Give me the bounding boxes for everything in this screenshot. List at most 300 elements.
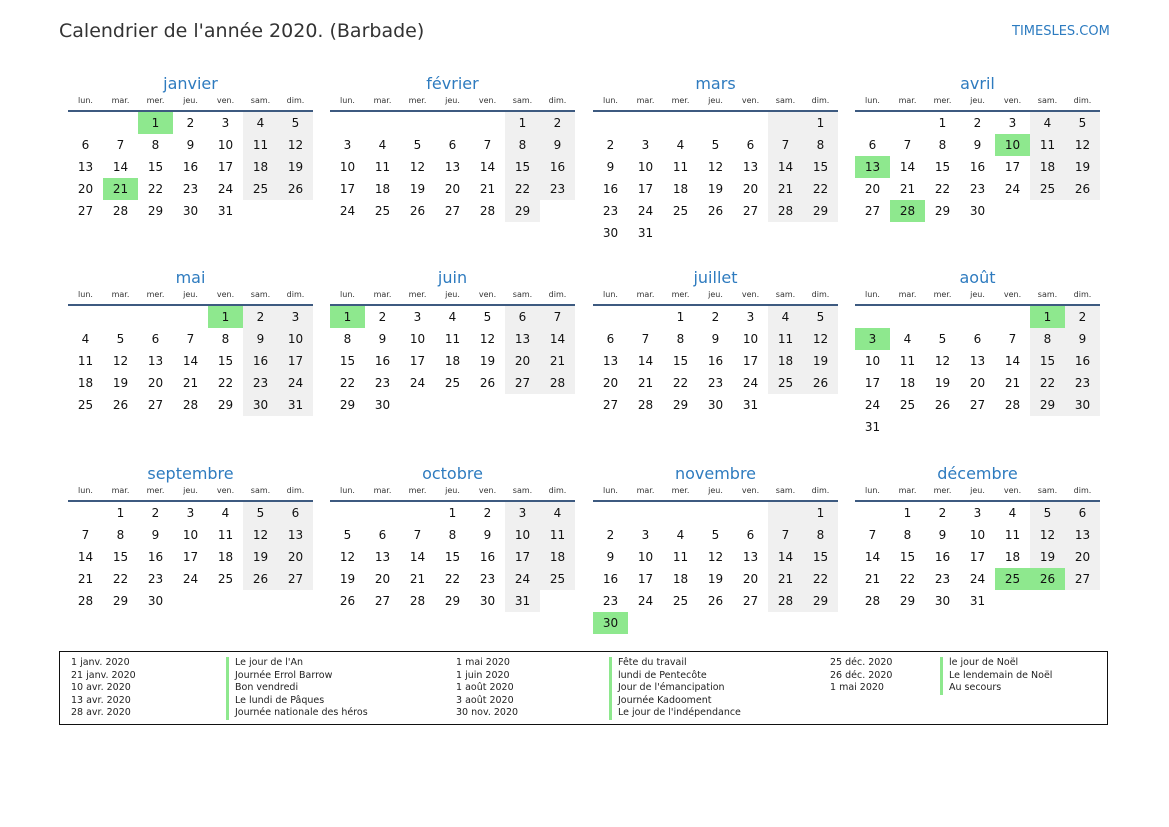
day-cell: 28 bbox=[182, 398, 199, 412]
weekday-label: mar. bbox=[898, 486, 917, 495]
day-cell: 1 bbox=[448, 506, 457, 520]
weekday-label: ven. bbox=[478, 290, 497, 299]
day-cell: 5 bbox=[278, 112, 313, 134]
day-cell: 7 bbox=[903, 138, 912, 152]
empty-day-cell bbox=[768, 112, 803, 134]
day-cell: 1 bbox=[903, 506, 912, 520]
day-cell: 19 bbox=[243, 546, 278, 568]
month-title: janvier bbox=[163, 74, 218, 93]
day-cell: 6 bbox=[448, 138, 457, 152]
day-cell: 17 bbox=[505, 546, 540, 568]
day-cell: 4 bbox=[540, 502, 575, 524]
day-cell: 12 bbox=[409, 160, 426, 174]
day-cell: 29 bbox=[1030, 394, 1065, 416]
day-cell: 2 bbox=[151, 506, 160, 520]
weekday-label: ven. bbox=[1003, 290, 1022, 299]
day-cell: 8 bbox=[151, 138, 160, 152]
weekday-label: ven. bbox=[478, 486, 497, 495]
month-title: juillet bbox=[693, 268, 738, 287]
day-cell: 12 bbox=[803, 328, 838, 350]
day-cell: 27 bbox=[742, 594, 759, 608]
weekday-label: dim. bbox=[811, 290, 830, 299]
day-cell: 20 bbox=[77, 182, 94, 196]
day-cell: 11 bbox=[672, 550, 689, 564]
day-cell: 28 bbox=[768, 200, 803, 222]
day-cell: 20 bbox=[505, 350, 540, 372]
day-cell: 29 bbox=[672, 398, 689, 412]
day-cell: 10 bbox=[637, 550, 654, 564]
weekday-header bbox=[855, 482, 1100, 502]
legend-name: Bon vendredi bbox=[235, 682, 299, 694]
day-cell: 30 bbox=[593, 612, 628, 634]
legend-date: 26 déc. 2020 bbox=[830, 669, 893, 681]
day-cell: 24 bbox=[182, 572, 199, 586]
day-cell: 7 bbox=[641, 332, 650, 346]
weekday-label: sam. bbox=[512, 96, 533, 105]
day-cell: 5 bbox=[803, 306, 838, 328]
day-cell: 4 bbox=[768, 306, 803, 328]
day-cell: 8 bbox=[343, 332, 352, 346]
weekday-label: sam. bbox=[250, 290, 271, 299]
day-cell: 8 bbox=[803, 134, 838, 156]
legend-name: Journée Kadooment bbox=[618, 694, 712, 706]
empty-day-cell bbox=[890, 112, 925, 134]
day-cell: 20 bbox=[374, 572, 391, 586]
day-cell: 17 bbox=[339, 182, 356, 196]
weekday-label: mer. bbox=[146, 96, 165, 105]
empty-day-cell bbox=[400, 394, 435, 416]
weekday-header bbox=[593, 286, 838, 306]
day-cell: 31 bbox=[864, 420, 881, 434]
day-cell: 18 bbox=[1030, 156, 1065, 178]
day-cell: 7 bbox=[483, 138, 492, 152]
day-cell: 13 bbox=[444, 160, 461, 174]
empty-day-cell bbox=[663, 612, 698, 634]
day-grid bbox=[855, 306, 1100, 438]
day-cell: 18 bbox=[672, 182, 689, 196]
weekday-label: mer. bbox=[408, 96, 427, 105]
day-cell: 24 bbox=[339, 204, 356, 218]
day-cell: 1 bbox=[938, 116, 947, 130]
weekday-label: mar. bbox=[373, 486, 392, 495]
day-grid bbox=[855, 112, 1100, 222]
empty-day-cell bbox=[593, 306, 628, 328]
day-cell: 16 bbox=[182, 160, 199, 174]
empty-day-cell bbox=[243, 590, 278, 612]
day-cell: 13 bbox=[855, 156, 890, 178]
day-cell: 21 bbox=[864, 572, 881, 586]
empty-day-cell bbox=[855, 306, 890, 328]
brand-link[interactable]: TIMESLES.COM bbox=[1012, 24, 1110, 39]
legend-name: le jour de Noël bbox=[949, 657, 1019, 668]
legend-name: lundi de Pentecôte bbox=[618, 669, 707, 681]
weekday-label: dim. bbox=[1073, 96, 1092, 105]
day-cell: 8 bbox=[938, 138, 947, 152]
day-cell: 5 bbox=[711, 138, 720, 152]
day-cell: 30 bbox=[479, 594, 496, 608]
day-cell: 4 bbox=[81, 332, 90, 346]
day-cell: 16 bbox=[1065, 350, 1100, 372]
day-cell: 11 bbox=[77, 354, 94, 368]
legend-name: Le lendemain de Noël bbox=[949, 669, 1053, 681]
day-cell: 21 bbox=[479, 182, 496, 196]
day-cell: 5 bbox=[343, 528, 352, 542]
day-cell: 10 bbox=[217, 138, 234, 152]
month-title: septembre bbox=[147, 464, 234, 483]
day-cell: 28 bbox=[77, 594, 94, 608]
day-cell: 5 bbox=[1065, 112, 1100, 134]
day-cell: 4 bbox=[676, 528, 685, 542]
day-cell: 30 bbox=[182, 204, 199, 218]
day-cell: 13 bbox=[742, 160, 759, 174]
day-cell: 4 bbox=[676, 138, 685, 152]
day-cell: 11 bbox=[540, 524, 575, 546]
weekday-label: ven. bbox=[741, 486, 760, 495]
weekday-label: sam. bbox=[512, 290, 533, 299]
day-cell: 29 bbox=[217, 398, 234, 412]
day-cell: 4 bbox=[903, 332, 912, 346]
day-cell: 31 bbox=[969, 594, 986, 608]
day-cell: 16 bbox=[540, 156, 575, 178]
day-cell: 14 bbox=[112, 160, 129, 174]
empty-day-cell bbox=[733, 502, 768, 524]
day-cell: 24 bbox=[864, 398, 881, 412]
day-cell: 19 bbox=[934, 376, 951, 390]
weekday-header bbox=[330, 286, 575, 306]
day-cell: 7 bbox=[81, 528, 90, 542]
weekday-label: mer. bbox=[933, 290, 952, 299]
empty-day-cell bbox=[698, 612, 733, 634]
holiday-legend bbox=[59, 651, 1108, 725]
day-cell: 2 bbox=[378, 310, 387, 324]
weekday-label: jeu. bbox=[445, 290, 460, 299]
empty-day-cell bbox=[1065, 416, 1100, 438]
day-cell: 7 bbox=[540, 306, 575, 328]
weekday-label: mer. bbox=[671, 96, 690, 105]
empty-day-cell bbox=[365, 112, 400, 134]
day-cell: 26 bbox=[707, 594, 724, 608]
empty-day-cell bbox=[435, 394, 470, 416]
day-cell: 25 bbox=[672, 204, 689, 218]
day-cell: 27 bbox=[969, 398, 986, 412]
day-cell: 5 bbox=[243, 502, 278, 524]
day-cell: 26 bbox=[1065, 178, 1100, 200]
day-cell: 8 bbox=[1030, 328, 1065, 350]
day-cell: 11 bbox=[217, 528, 234, 542]
empty-day-cell bbox=[1065, 590, 1100, 612]
legend-date: 1 août 2020 bbox=[456, 682, 514, 694]
day-cell: 1 bbox=[803, 502, 838, 524]
day-cell: 31 bbox=[637, 226, 654, 240]
day-cell: 31 bbox=[742, 398, 759, 412]
day-cell: 10 bbox=[742, 332, 759, 346]
weekday-label: ven. bbox=[1003, 96, 1022, 105]
weekday-label: lun. bbox=[78, 486, 93, 495]
day-grid bbox=[68, 502, 313, 612]
day-cell: 11 bbox=[444, 332, 461, 346]
day-cell: 22 bbox=[112, 572, 129, 586]
weekday-header bbox=[593, 482, 838, 502]
day-cell: 19 bbox=[339, 572, 356, 586]
day-cell: 30 bbox=[969, 204, 986, 218]
day-cell: 19 bbox=[1065, 156, 1100, 178]
day-cell: 18 bbox=[77, 376, 94, 390]
page-title: Calendrier de l'année 2020. (Barbade) bbox=[59, 20, 425, 42]
day-cell: 16 bbox=[602, 572, 619, 586]
weekday-label: ven. bbox=[216, 486, 235, 495]
day-cell: 15 bbox=[803, 546, 838, 568]
day-cell: 16 bbox=[707, 354, 724, 368]
day-cell: 30 bbox=[934, 594, 951, 608]
day-cell: 2 bbox=[711, 310, 720, 324]
day-cell: 19 bbox=[803, 350, 838, 372]
month-4 bbox=[855, 74, 1100, 222]
empty-day-cell bbox=[995, 590, 1030, 612]
empty-day-cell bbox=[1030, 416, 1065, 438]
day-cell: 5 bbox=[483, 310, 492, 324]
month-10 bbox=[330, 464, 575, 612]
day-cell: 17 bbox=[1004, 160, 1021, 174]
legend-name: Au secours bbox=[949, 682, 1002, 694]
day-cell: 23 bbox=[243, 372, 278, 394]
weekday-label: sam. bbox=[775, 486, 796, 495]
day-cell: 1 bbox=[676, 310, 685, 324]
legend-date: 1 juin 2020 bbox=[456, 669, 510, 681]
legend-date: 21 janv. 2020 bbox=[71, 669, 136, 681]
day-cell: 20 bbox=[864, 182, 881, 196]
weekday-label: jeu. bbox=[445, 96, 460, 105]
day-cell: 12 bbox=[278, 134, 313, 156]
day-cell: 13 bbox=[602, 354, 619, 368]
day-cell: 2 bbox=[186, 116, 195, 130]
day-cell: 24 bbox=[217, 182, 234, 196]
day-cell: 14 bbox=[77, 550, 94, 564]
weekday-label: jeu. bbox=[183, 486, 198, 495]
day-cell: 19 bbox=[707, 572, 724, 586]
day-grid bbox=[330, 502, 575, 612]
day-cell: 29 bbox=[505, 200, 540, 222]
weekday-label: jeu. bbox=[970, 486, 985, 495]
day-cell: 5 bbox=[413, 138, 422, 152]
day-cell: 23 bbox=[1065, 372, 1100, 394]
legend-name: Jour de l'émancipation bbox=[618, 682, 725, 694]
legend-date: 10 avr. 2020 bbox=[71, 682, 131, 694]
day-cell: 17 bbox=[182, 550, 199, 564]
day-cell: 7 bbox=[768, 524, 803, 546]
weekday-header bbox=[593, 92, 838, 112]
legend-date: 30 nov. 2020 bbox=[456, 707, 519, 719]
weekday-label: mer. bbox=[933, 486, 952, 495]
day-cell: 2 bbox=[606, 138, 615, 152]
day-cell: 23 bbox=[182, 182, 199, 196]
day-cell: 17 bbox=[864, 376, 881, 390]
month-2 bbox=[330, 74, 575, 222]
legend-dates-col-2 bbox=[456, 657, 606, 720]
day-cell: 24 bbox=[742, 376, 759, 390]
day-cell: 1 bbox=[505, 112, 540, 134]
day-cell: 29 bbox=[803, 590, 838, 612]
weekday-label: mer. bbox=[146, 290, 165, 299]
day-cell: 20 bbox=[742, 572, 759, 586]
day-cell: 12 bbox=[243, 524, 278, 546]
day-cell: 20 bbox=[742, 182, 759, 196]
empty-day-cell bbox=[663, 112, 698, 134]
day-cell: 3 bbox=[855, 328, 890, 350]
day-cell: 12 bbox=[934, 354, 951, 368]
day-cell: 23 bbox=[602, 594, 619, 608]
weekday-label: mar. bbox=[111, 96, 130, 105]
day-cell: 17 bbox=[409, 354, 426, 368]
day-cell: 21 bbox=[540, 350, 575, 372]
day-cell: 14 bbox=[540, 328, 575, 350]
month-title: novembre bbox=[674, 464, 757, 483]
day-cell: 12 bbox=[479, 332, 496, 346]
day-cell: 25 bbox=[77, 398, 94, 412]
day-cell: 23 bbox=[374, 376, 391, 390]
day-cell: 10 bbox=[969, 528, 986, 542]
weekday-label: dim. bbox=[286, 290, 305, 299]
weekday-label: lun. bbox=[865, 96, 880, 105]
day-cell: 24 bbox=[505, 568, 540, 590]
legend-name: Le jour de l'An bbox=[235, 657, 304, 668]
empty-day-cell bbox=[330, 112, 365, 134]
weekday-header bbox=[68, 92, 313, 112]
day-cell: 3 bbox=[973, 506, 982, 520]
weekday-header bbox=[855, 286, 1100, 306]
day-cell: 19 bbox=[1030, 546, 1065, 568]
day-cell: 19 bbox=[707, 182, 724, 196]
empty-day-cell bbox=[68, 502, 103, 524]
weekday-label: mar. bbox=[636, 486, 655, 495]
empty-day-cell bbox=[960, 416, 995, 438]
day-cell: 20 bbox=[969, 376, 986, 390]
day-cell: 8 bbox=[221, 332, 230, 346]
day-cell: 2 bbox=[938, 506, 947, 520]
weekday-label: dim. bbox=[548, 486, 567, 495]
day-cell: 28 bbox=[768, 590, 803, 612]
day-cell: 8 bbox=[448, 528, 457, 542]
empty-day-cell bbox=[768, 612, 803, 634]
day-cell: 2 bbox=[606, 528, 615, 542]
day-cell: 14 bbox=[409, 550, 426, 564]
day-cell: 28 bbox=[1004, 398, 1021, 412]
empty-day-cell bbox=[103, 306, 138, 328]
day-cell: 13 bbox=[147, 354, 164, 368]
empty-day-cell bbox=[243, 200, 278, 222]
day-cell: 3 bbox=[221, 116, 230, 130]
day-cell: 21 bbox=[899, 182, 916, 196]
day-cell: 25 bbox=[444, 376, 461, 390]
weekday-label: mar. bbox=[373, 290, 392, 299]
legend-name: Le lundi de Pâques bbox=[235, 694, 325, 706]
day-cell: 25 bbox=[1030, 178, 1065, 200]
day-cell: 17 bbox=[278, 350, 313, 372]
weekday-label: mer. bbox=[146, 486, 165, 495]
empty-day-cell bbox=[173, 590, 208, 612]
day-cell: 21 bbox=[1004, 376, 1021, 390]
weekday-label: mar. bbox=[898, 290, 917, 299]
legend-names-col-1 bbox=[226, 657, 368, 720]
empty-day-cell bbox=[698, 222, 733, 244]
day-cell: 11 bbox=[899, 354, 916, 368]
month-1 bbox=[68, 74, 313, 222]
empty-day-cell bbox=[540, 394, 575, 416]
day-cell: 9 bbox=[1065, 328, 1100, 350]
day-cell: 9 bbox=[483, 528, 492, 542]
day-cell: 15 bbox=[672, 354, 689, 368]
weekday-label: mar. bbox=[111, 486, 130, 495]
day-cell: 26 bbox=[243, 568, 278, 590]
day-cell: 3 bbox=[641, 528, 650, 542]
month-title: octobre bbox=[422, 464, 483, 483]
month-title: août bbox=[959, 268, 996, 287]
day-grid bbox=[855, 502, 1100, 612]
day-cell: 22 bbox=[934, 182, 951, 196]
day-cell: 23 bbox=[540, 178, 575, 200]
day-cell: 4 bbox=[243, 112, 278, 134]
weekday-label: mar. bbox=[636, 96, 655, 105]
empty-day-cell bbox=[995, 416, 1030, 438]
day-cell: 2 bbox=[973, 116, 982, 130]
day-cell: 6 bbox=[868, 138, 877, 152]
day-cell: 21 bbox=[768, 178, 803, 200]
empty-day-cell bbox=[278, 200, 313, 222]
day-cell: 15 bbox=[147, 160, 164, 174]
day-cell: 26 bbox=[112, 398, 129, 412]
day-cell: 24 bbox=[637, 204, 654, 218]
day-cell: 27 bbox=[1065, 568, 1100, 590]
day-cell: 9 bbox=[243, 328, 278, 350]
day-cell: 28 bbox=[112, 204, 129, 218]
day-cell: 4 bbox=[1008, 506, 1017, 520]
legend-date: 1 mai 2020 bbox=[830, 682, 884, 694]
day-cell: 16 bbox=[243, 350, 278, 372]
empty-day-cell bbox=[1030, 200, 1065, 222]
day-cell: 11 bbox=[1004, 528, 1021, 542]
day-cell: 13 bbox=[1065, 524, 1100, 546]
day-grid bbox=[330, 306, 575, 416]
day-cell: 24 bbox=[1004, 182, 1021, 196]
empty-day-cell bbox=[208, 590, 243, 612]
weekday-label: lun. bbox=[603, 290, 618, 299]
weekday-label: ven. bbox=[741, 96, 760, 105]
month-title: décembre bbox=[937, 464, 1018, 483]
day-cell: 9 bbox=[606, 160, 615, 174]
day-cell: 15 bbox=[803, 156, 838, 178]
day-cell: 26 bbox=[278, 178, 313, 200]
weekday-label: jeu. bbox=[708, 96, 723, 105]
day-cell: 31 bbox=[505, 590, 540, 612]
day-cell: 12 bbox=[707, 160, 724, 174]
empty-day-cell bbox=[733, 112, 768, 134]
day-cell: 7 bbox=[116, 138, 125, 152]
month-title: mai bbox=[175, 268, 206, 287]
weekday-label: ven. bbox=[216, 290, 235, 299]
weekday-label: jeu. bbox=[183, 290, 198, 299]
day-cell: 23 bbox=[707, 376, 724, 390]
day-cell: 15 bbox=[339, 354, 356, 368]
day-cell: 18 bbox=[1004, 550, 1021, 564]
weekday-label: lun. bbox=[78, 290, 93, 299]
day-cell: 2 bbox=[243, 306, 278, 328]
day-cell: 20 bbox=[278, 546, 313, 568]
day-cell: 30 bbox=[243, 394, 278, 416]
weekday-label: mar. bbox=[111, 290, 130, 299]
day-cell: 18 bbox=[540, 546, 575, 568]
day-cell: 22 bbox=[899, 572, 916, 586]
day-cell: 24 bbox=[409, 376, 426, 390]
weekday-label: sam. bbox=[775, 290, 796, 299]
